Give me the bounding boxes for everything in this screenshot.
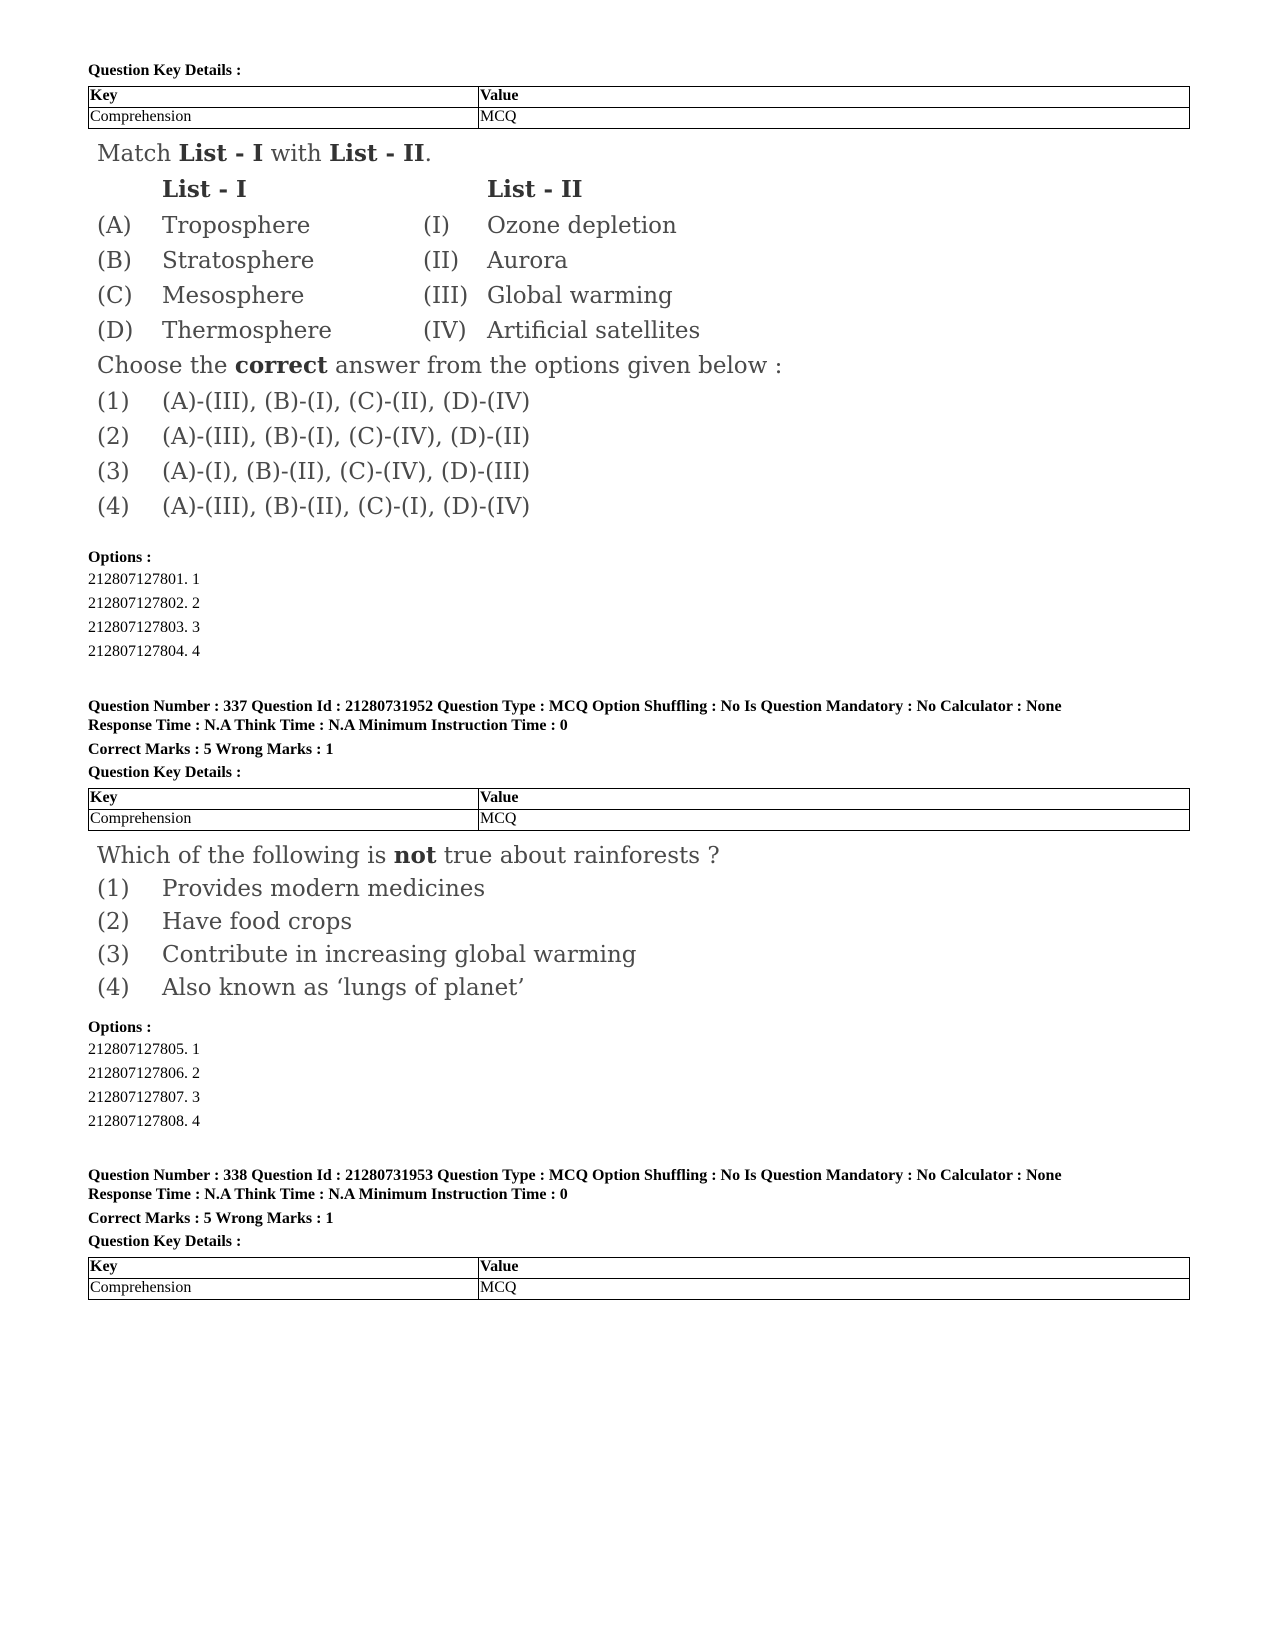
question-meta-line-2: Response Time : N.A Think Time : N.A Minimum Instruction Time : 0 bbox=[88, 1186, 568, 1203]
table-cell-key: Comprehension bbox=[89, 810, 479, 831]
match-instruction: Match List - I with List - II. bbox=[97, 140, 432, 167]
list-1-heading: List - I bbox=[162, 176, 247, 203]
marks-line: Correct Marks : 5 Wrong Marks : 1 bbox=[88, 741, 334, 758]
table-header-value: Value bbox=[479, 789, 1190, 810]
list-1-item: Thermosphere bbox=[162, 318, 332, 344]
option-item: 212807127804. 4 bbox=[88, 643, 200, 660]
answer-text: (A)-(I), (B)-(II), (C)-(IV), (D)-(III) bbox=[162, 459, 531, 485]
list-2-label: (IV) bbox=[423, 318, 467, 344]
list-2-item: Aurora bbox=[487, 248, 568, 274]
table-header-key: Key bbox=[89, 1258, 479, 1279]
option-item: 212807127802. 2 bbox=[88, 595, 200, 612]
options-list bbox=[88, 568, 200, 664]
option-item: 212807127807. 3 bbox=[88, 1089, 200, 1106]
options-list bbox=[88, 1038, 200, 1134]
question-meta-line-1: Question Number : 337 Question Id : 21280731952 Question Type : MCQ Option Shuffling : No Is Question Mandatory : No Calculator : None bbox=[88, 698, 1062, 715]
answer-text: Also known as ‘lungs of planet’ bbox=[162, 975, 525, 1001]
answer-number: (4) bbox=[97, 494, 130, 520]
table-header-value: Value bbox=[479, 1258, 1190, 1279]
table-header-key: Key bbox=[89, 87, 479, 108]
answer-number: (3) bbox=[97, 942, 130, 968]
table-cell-value: MCQ bbox=[479, 108, 1190, 129]
key-details-label: Question Key Details : bbox=[88, 62, 242, 79]
table-cell-value: MCQ bbox=[479, 810, 1190, 831]
key-value-table bbox=[88, 86, 1190, 129]
list-1-item: Mesosphere bbox=[162, 283, 305, 309]
choose-instruction: Choose the correct answer from the options given below : bbox=[97, 352, 783, 379]
table-header-row bbox=[89, 1258, 1190, 1279]
table-header-row bbox=[89, 789, 1190, 810]
list-2-label: (I) bbox=[423, 213, 451, 239]
answer-text: Have food crops bbox=[162, 909, 353, 935]
table-header-key: Key bbox=[89, 789, 479, 810]
list-1-label: (A) bbox=[97, 213, 132, 239]
table-cell-value: MCQ bbox=[479, 1279, 1190, 1300]
list-1-item: Troposphere bbox=[162, 213, 311, 239]
list-2-item: Artificial satellites bbox=[487, 318, 701, 344]
table-row bbox=[89, 108, 1190, 129]
table-header-row bbox=[89, 87, 1190, 108]
table-header-value: Value bbox=[479, 87, 1190, 108]
answer-number: (1) bbox=[97, 389, 130, 415]
answer-number: (2) bbox=[97, 909, 130, 935]
options-label: Options : bbox=[88, 1019, 152, 1036]
table-row bbox=[89, 1279, 1190, 1300]
option-item: 212807127805. 1 bbox=[88, 1041, 200, 1058]
answer-text: (A)-(III), (B)-(II), (C)-(I), (D)-(IV) bbox=[162, 494, 531, 520]
list-2-item: Ozone depletion bbox=[487, 213, 677, 239]
marks-line: Correct Marks : 5 Wrong Marks : 1 bbox=[88, 1210, 334, 1227]
table-cell-key: Comprehension bbox=[89, 1279, 479, 1300]
answer-number: (4) bbox=[97, 975, 130, 1001]
list-1-item: Stratosphere bbox=[162, 248, 315, 274]
list-1-label: (B) bbox=[97, 248, 132, 274]
list-1-label: (D) bbox=[97, 318, 134, 344]
list-2-label: (II) bbox=[423, 248, 460, 274]
question-meta-line-2: Response Time : N.A Think Time : N.A Minimum Instruction Time : 0 bbox=[88, 717, 568, 734]
answer-text: (A)-(III), (B)-(I), (C)-(II), (D)-(IV) bbox=[162, 389, 531, 415]
answer-number: (1) bbox=[97, 876, 130, 902]
key-details-label: Question Key Details : bbox=[88, 764, 242, 781]
answer-text: Provides modern medicines bbox=[162, 876, 486, 902]
list-2-item: Global warming bbox=[487, 283, 673, 309]
option-item: 212807127806. 2 bbox=[88, 1065, 200, 1082]
question-text: Which of the following is not true about rainforests ? bbox=[97, 842, 720, 869]
answer-number: (2) bbox=[97, 424, 130, 450]
list-1-label: (C) bbox=[97, 283, 133, 309]
option-item: 212807127803. 3 bbox=[88, 619, 200, 636]
key-value-table bbox=[88, 788, 1190, 831]
answer-number: (3) bbox=[97, 459, 130, 485]
table-row bbox=[89, 810, 1190, 831]
option-item: 212807127801. 1 bbox=[88, 571, 200, 588]
key-value-table bbox=[88, 1257, 1190, 1300]
key-details-label: Question Key Details : bbox=[88, 1233, 242, 1250]
options-label: Options : bbox=[88, 549, 152, 566]
list-2-heading: List - II bbox=[487, 176, 583, 203]
question-meta-line-1: Question Number : 338 Question Id : 21280731953 Question Type : MCQ Option Shuffling : No Is Question Mandatory : No Calculator : None bbox=[88, 1167, 1062, 1184]
list-2-label: (III) bbox=[423, 283, 469, 309]
option-item: 212807127808. 4 bbox=[88, 1113, 200, 1130]
table-cell-key: Comprehension bbox=[89, 108, 479, 129]
answer-text: (A)-(III), (B)-(I), (C)-(IV), (D)-(II) bbox=[162, 424, 531, 450]
answer-text: Contribute in increasing global warming bbox=[162, 942, 637, 968]
